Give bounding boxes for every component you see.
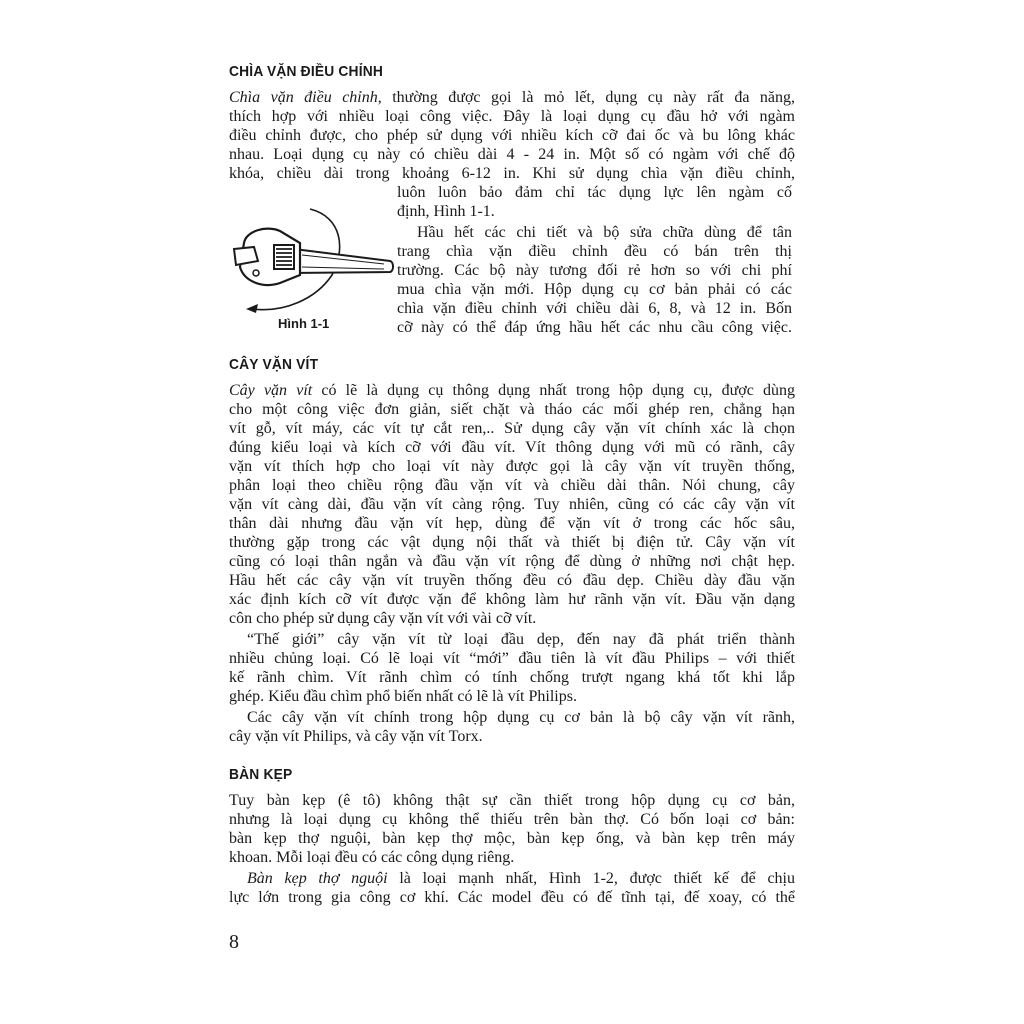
paragraph-line: cho một công việc đơn giản, siết chặt và tháo các mối ghép ren, chẳng hạn bbox=[229, 401, 795, 418]
paragraph-line: nhưng là loại dụng cụ không thể thiếu trên bàn thợ. Có bốn loại cơ bản: bbox=[229, 811, 795, 828]
paragraph-line: luôn luôn bảo đảm chỉ tác dụng lực lên ngàm cố bbox=[397, 184, 792, 201]
paragraph-line: cỡ này có thể đáp ứng hầu hết các nhu cầu công việc. bbox=[397, 319, 792, 336]
paragraph-line: vít gỗ, vít máy, các vít tự cắt ren,.. Sử dụng cây vặn vít chính xác là chọn bbox=[229, 420, 795, 437]
paragraph-line: bàn kẹp thợ nguội, bàn kẹp thợ mộc, bàn kẹp ống, và bàn kẹp trên máy bbox=[229, 830, 795, 847]
paragraph-line bbox=[229, 869, 795, 888]
paragraph-line: mua chìa vặn mới. Hộp dụng cụ cơ bản phải có các bbox=[397, 281, 792, 298]
section-heading-screwdriver: CÂY VẶN VÍT bbox=[229, 356, 319, 373]
italic-term: Cây vặn vít bbox=[229, 382, 313, 399]
paragraph-line bbox=[229, 381, 795, 400]
line-text: , thường được gọi là mỏ lết, dụng cụ này rất đa năng, bbox=[377, 89, 795, 106]
paragraph-line: “Thế giới” cây vặn vít từ loại đầu dẹp, đến nay đã phát triển thành bbox=[247, 631, 795, 648]
paragraph-line: đúng kiểu loại và kích cỡ với đầu vít. Vít thông dụng với mũ có rãnh, cây bbox=[229, 439, 795, 456]
section-heading-vise: BÀN KẸP bbox=[229, 766, 293, 783]
paragraph-line: thích hợp với nhiều loại công việc. Đây là loại dụng cụ đầu hở với ngàm bbox=[229, 108, 795, 125]
line-text: có lẽ là dụng cụ thông dụng nhất trong hộp dụng cụ, được dùng bbox=[312, 382, 795, 399]
paragraph-line: kế rãnh chìm. Vít rãnh chìm có tính chống trượt ngang khá tốt khi lắp bbox=[229, 669, 795, 686]
wrench-jaw bbox=[234, 247, 258, 265]
paragraph-line: vặn vít càng dài, đầu vặn vít càng rộng. Tuy nhiên, cũng có các cây vặn vít bbox=[229, 496, 795, 513]
paragraph-line: định, Hình 1-1. bbox=[397, 203, 495, 220]
paragraph-line: trường. Các bộ này tương đối rẻ hơn so với chi phí bbox=[397, 262, 792, 279]
paragraph-line: nhiều chủng loại. Có lẽ loại vít “mới” đầu tiên là vít đầu Philips – với thiết bbox=[229, 650, 795, 667]
paragraph-line: nhau. Loại dụng cụ này có chiều dài 4 - 24 in. Một số có ngàm với chế độ bbox=[229, 146, 795, 163]
paragraph-line: xác định kích cỡ vít được vặn để không làm hư rãnh vặn vít. Đầu vặn dạng bbox=[229, 591, 795, 608]
line-text: là loại mạnh nhất, Hình 1-2, được thiết kế để chịu bbox=[387, 870, 795, 887]
paragraph-line: cây vặn vít Philips, và cây vặn vít Torx. bbox=[229, 728, 483, 745]
paragraph-line: cũng có loại thân ngắn và đầu vặn vít rộng để dùng ở những nơi chật hẹp. bbox=[229, 553, 795, 570]
paragraph-line: Tuy bàn kẹp (ê tô) không thật sự cần thiết trong hộp dụng cụ cơ bản, bbox=[229, 792, 795, 809]
paragraph-line: trang chìa vặn điều chỉnh đều có bán trên thị bbox=[397, 243, 792, 260]
paragraph-line: khóa, chiều dài trong khoảng 6-12 in. Khi sử dụng chìa vặn điều chỉnh, bbox=[229, 165, 795, 182]
adjustable-wrench-figure bbox=[224, 203, 394, 333]
paragraph-line: ghép. Kiểu đầu chìm phổ biến nhất có lẽ là vít Philips. bbox=[229, 688, 577, 705]
paragraph-line: lực lớn trong gia công cơ khí. Các model đều có đế tĩnh tại, đế xoay, có thể bbox=[229, 889, 795, 906]
section-heading-adjustable-wrench: CHÌA VẶN ĐIỀU CHỈNH bbox=[229, 63, 384, 80]
paragraph-line: Các cây vặn vít chính trong hộp dụng cụ cơ bản là bộ cây vặn vít rãnh, bbox=[247, 709, 795, 726]
paragraph-line: khoan. Mỗi loại đều có các công dụng riêng. bbox=[229, 849, 515, 866]
paragraph-line: vặn vít thích hợp cho loại vít này được gọi là cây vặn vít truyền thống, bbox=[229, 458, 795, 475]
paragraph-line: thường gặp trong các vật dụng nội thất và thiết bị điện tử. Cây vặn vít bbox=[229, 534, 795, 551]
wrench-handle bbox=[290, 249, 393, 273]
figure-caption: Hình 1-1 bbox=[278, 316, 330, 331]
paragraph-line: điều chỉnh được, cho phép sử dụng với nhiều kích cỡ đai ốc và bu lông khác bbox=[229, 127, 795, 144]
paragraph-line: phân loại theo chiều rộng đầu vặn vít và chiều dài thân. Nói chung, cây bbox=[229, 477, 795, 494]
paragraph-line: Hầu hết các cây vặn vít truyền thống đều có đầu dẹp. Chiều dày đầu vặn bbox=[229, 572, 795, 589]
paragraph-line: côn cho phép sử dụng cây vặn vít với vài cỡ vít. bbox=[229, 610, 537, 627]
arrow-head-icon bbox=[246, 304, 258, 313]
italic-term: Bàn kẹp thợ nguội bbox=[247, 870, 388, 887]
italic-term: Chìa vặn điều chỉnh bbox=[229, 89, 378, 106]
paragraph-line: chìa vặn điều chỉnh với chiều dài 6, 8, và 12 in. Bốn bbox=[397, 300, 792, 317]
page-number: 8 bbox=[229, 931, 239, 953]
paragraph-line bbox=[229, 88, 795, 107]
paragraph-line: Hầu hết các chi tiết và bộ sửa chữa dùng để tân bbox=[417, 224, 792, 241]
paragraph-line: thân dài nhưng đầu vặn vít hẹp, dùng để vặn vít ở trong các hốc sâu, bbox=[229, 515, 795, 532]
